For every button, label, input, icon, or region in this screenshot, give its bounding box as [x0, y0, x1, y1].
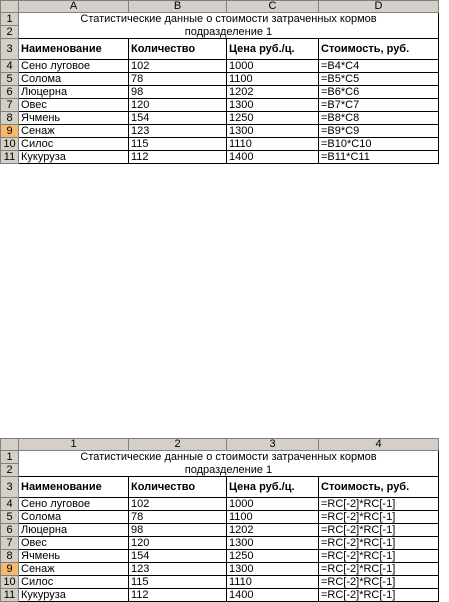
cell-price[interactable]: 1300 [227, 537, 319, 550]
table-row [1, 138, 439, 151]
table-row [1, 112, 439, 125]
cell-name[interactable]: Силос [19, 576, 129, 589]
table-row [1, 451, 439, 464]
table-row [1, 498, 439, 511]
column-header-b[interactable]: B [129, 1, 227, 13]
cell-quantity[interactable]: 154 [129, 112, 227, 125]
cell-quantity[interactable]: 112 [129, 589, 227, 602]
header-quantity[interactable]: Количество [129, 39, 227, 60]
table-row [1, 60, 439, 73]
row-header[interactable]: 3 [1, 39, 19, 60]
cell-name[interactable]: Кукуруза [19, 151, 129, 164]
cell-price[interactable]: 1300 [227, 99, 319, 112]
cell-quantity[interactable]: 120 [129, 537, 227, 550]
cell-quantity[interactable]: 154 [129, 550, 227, 563]
cell-quantity[interactable]: 115 [129, 576, 227, 589]
title-line-1[interactable]: Статистические данные о стоимости затраченных кормов [19, 13, 439, 26]
header-cost[interactable]: Стоимость, руб. [319, 39, 439, 60]
column-header-d[interactable]: D [319, 1, 439, 13]
cell-quantity[interactable]: 123 [129, 125, 227, 138]
cell-price[interactable]: 1000 [227, 60, 319, 73]
cell-quantity[interactable]: 112 [129, 151, 227, 164]
cell-price[interactable]: 1110 [227, 138, 319, 151]
row-header[interactable]: 7 [1, 537, 19, 550]
row-header[interactable]: 6 [1, 86, 19, 99]
cell-name[interactable]: Овес [19, 99, 129, 112]
cell-formula[interactable]: =B10*C10 [319, 138, 439, 151]
cell-price[interactable]: 1100 [227, 511, 319, 524]
cell-quantity[interactable]: 102 [129, 498, 227, 511]
cell-formula[interactable]: =B5*C5 [319, 73, 439, 86]
cell-price[interactable]: 1400 [227, 151, 319, 164]
cell-price[interactable]: 1202 [227, 524, 319, 537]
cell-name[interactable]: Сенаж [19, 563, 129, 576]
select-all-corner[interactable] [1, 1, 19, 13]
table-row [1, 576, 439, 589]
row-header[interactable]: 10 [1, 576, 19, 589]
table-row [1, 563, 439, 576]
cell-formula[interactable]: =RC[-2]*RC[-1] [319, 563, 439, 576]
cell-price[interactable]: 1250 [227, 550, 319, 563]
table-row [1, 511, 439, 524]
header-name[interactable]: Наименование [19, 39, 129, 60]
cell-formula[interactable]: =B9*C9 [319, 125, 439, 138]
column-header-1[interactable]: 1 [19, 439, 129, 451]
cell-name[interactable]: Овес [19, 537, 129, 550]
table-header-row [1, 39, 439, 60]
row-header[interactable]: 8 [1, 112, 19, 125]
cell-name[interactable]: Люцерна [19, 524, 129, 537]
cell-name[interactable]: Сено луговое [19, 60, 129, 73]
cell-price[interactable]: 1000 [227, 498, 319, 511]
row-header[interactable]: 6 [1, 524, 19, 537]
cell-name[interactable]: Силос [19, 138, 129, 151]
header-price[interactable]: Цена руб./ц. [227, 39, 319, 60]
cell-name[interactable]: Солома [19, 511, 129, 524]
cell-price[interactable]: 1400 [227, 589, 319, 602]
cell-name[interactable]: Сено луговое [19, 498, 129, 511]
row-header[interactable]: 4 [1, 60, 19, 73]
cell-quantity[interactable]: 102 [129, 60, 227, 73]
cell-formula[interactable]: =RC[-2]*RC[-1] [319, 550, 439, 563]
row-header[interactable]: 11 [1, 151, 19, 164]
row-header[interactable]: 2 [1, 26, 19, 39]
column-header-row [1, 1, 439, 13]
column-header-a[interactable]: A [19, 1, 129, 13]
header-cost[interactable]: Стоимость, руб. [319, 477, 439, 498]
column-header-row [1, 439, 439, 451]
header-name[interactable]: Наименование [19, 477, 129, 498]
row-header-selected[interactable]: 9 [1, 563, 19, 576]
cell-quantity[interactable]: 123 [129, 563, 227, 576]
table-row [1, 464, 439, 477]
row-header[interactable]: 4 [1, 498, 19, 511]
select-all-corner[interactable] [1, 439, 19, 451]
table-row [1, 524, 439, 537]
row-header[interactable]: 1 [1, 451, 19, 464]
row-header[interactable]: 5 [1, 511, 19, 524]
row-header[interactable]: 1 [1, 13, 19, 26]
table-row [1, 26, 439, 39]
spreadsheet-a1 [0, 0, 439, 164]
cell-formula[interactable]: =RC[-2]*RC[-1] [319, 537, 439, 550]
column-header-3[interactable]: 3 [227, 439, 319, 451]
cell-name[interactable]: Ячмень [19, 112, 129, 125]
column-header-c[interactable]: C [227, 1, 319, 13]
table-row [1, 589, 439, 602]
cell-price[interactable]: 1202 [227, 86, 319, 99]
row-header[interactable]: 5 [1, 73, 19, 86]
cell-quantity[interactable]: 98 [129, 524, 227, 537]
row-header[interactable]: 10 [1, 138, 19, 151]
cell-name[interactable]: Кукуруза [19, 589, 129, 602]
cell-formula[interactable]: =B11*C11 [319, 151, 439, 164]
cell-name[interactable]: Солома [19, 73, 129, 86]
cell-quantity[interactable]: 98 [129, 86, 227, 99]
cell-name[interactable]: Сенаж [19, 125, 129, 138]
table-row [1, 73, 439, 86]
cell-price[interactable]: 1300 [227, 125, 319, 138]
cell-formula[interactable]: =B7*C7 [319, 99, 439, 112]
cell-formula[interactable]: =RC[-2]*RC[-1] [319, 498, 439, 511]
title-line-2[interactable]: подразделение 1 [19, 464, 439, 477]
header-quantity[interactable]: Количество [129, 477, 227, 498]
cell-name[interactable]: Люцерна [19, 86, 129, 99]
cell-formula[interactable]: =RC[-2]*RC[-1] [319, 589, 439, 602]
title-line-2[interactable]: подразделение 1 [19, 26, 439, 39]
cell-name[interactable]: Ячмень [19, 550, 129, 563]
column-header-2[interactable]: 2 [129, 439, 227, 451]
table-header-row [1, 477, 439, 498]
table-row [1, 151, 439, 164]
row-header[interactable]: 8 [1, 550, 19, 563]
cell-formula[interactable]: =RC[-2]*RC[-1] [319, 576, 439, 589]
header-price[interactable]: Цена руб./ц. [227, 477, 319, 498]
cell-price[interactable]: 1110 [227, 576, 319, 589]
cell-quantity[interactable]: 120 [129, 99, 227, 112]
row-header[interactable]: 2 [1, 464, 19, 477]
row-header[interactable]: 7 [1, 99, 19, 112]
spreadsheet-r1c1 [0, 438, 439, 602]
cell-quantity[interactable]: 78 [129, 511, 227, 524]
title-line-1[interactable]: Статистические данные о стоимости затраченных кормов [19, 451, 439, 464]
row-header[interactable]: 3 [1, 477, 19, 498]
cell-price[interactable]: 1300 [227, 563, 319, 576]
cell-quantity[interactable]: 115 [129, 138, 227, 151]
row-header-selected[interactable]: 9 [1, 125, 19, 138]
cell-formula[interactable]: =B4*C4 [319, 60, 439, 73]
cell-formula[interactable]: =RC[-2]*RC[-1] [319, 524, 439, 537]
table-row [1, 550, 439, 563]
column-header-4[interactable]: 4 [319, 439, 439, 451]
cell-formula[interactable]: =RC[-2]*RC[-1] [319, 511, 439, 524]
cell-formula[interactable]: =B6*C6 [319, 86, 439, 99]
cell-quantity[interactable]: 78 [129, 73, 227, 86]
table-row [1, 537, 439, 550]
table-row [1, 125, 439, 138]
cell-price[interactable]: 1250 [227, 112, 319, 125]
cell-price[interactable]: 1100 [227, 73, 319, 86]
table-row [1, 99, 439, 112]
table-row [1, 86, 439, 99]
cell-formula[interactable]: =B8*C8 [319, 112, 439, 125]
table-row [1, 13, 439, 26]
row-header[interactable]: 11 [1, 589, 19, 602]
